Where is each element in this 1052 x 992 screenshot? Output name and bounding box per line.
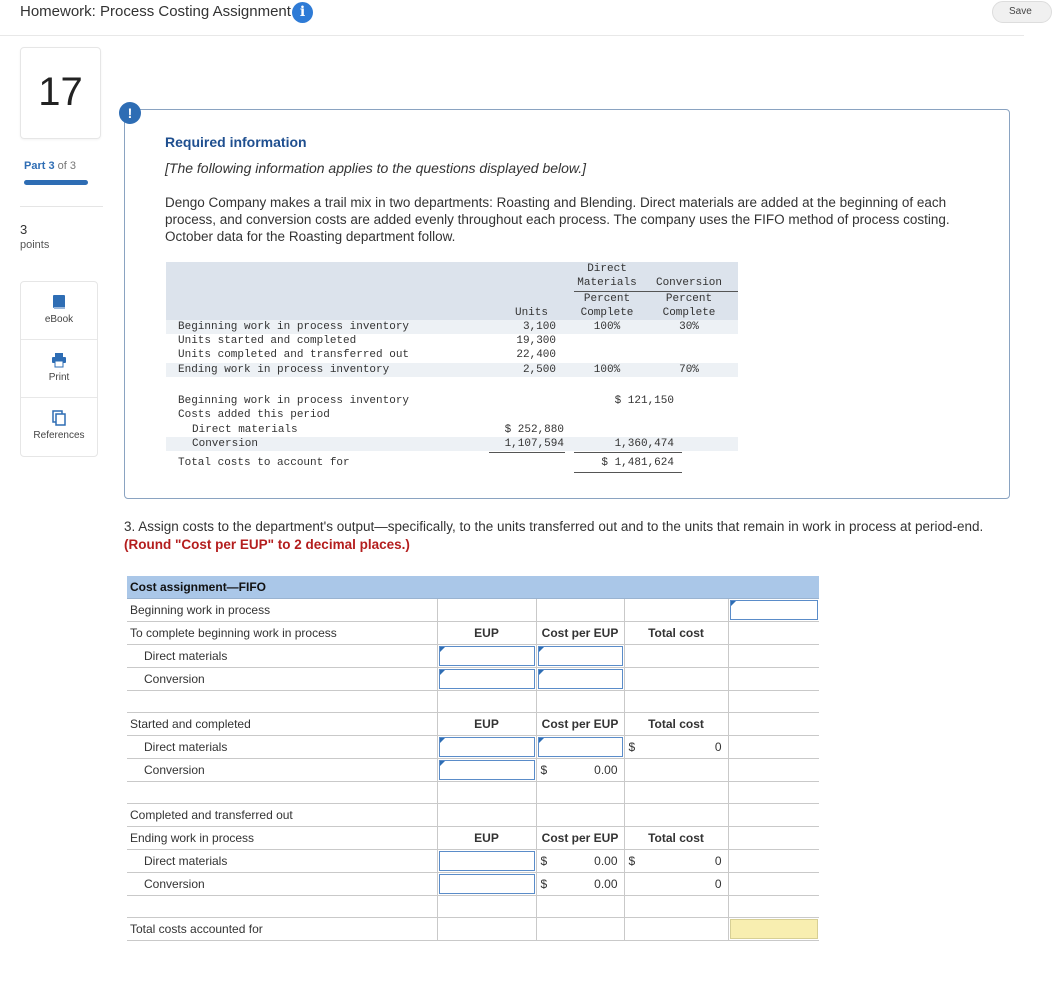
data-row-label: Ending work in process inventory xyxy=(178,364,390,376)
tc-conv-cost-input[interactable] xyxy=(538,669,623,689)
dollar-sign: $ xyxy=(540,876,548,891)
row-label: Conversion xyxy=(127,872,437,895)
required-info-title: Required information xyxy=(165,134,307,150)
data-row-units: 2,500 xyxy=(522,364,556,376)
points-value: 3 xyxy=(20,222,28,237)
tc-dm-cost-input[interactable] xyxy=(538,646,623,666)
row-label: Conversion xyxy=(127,758,437,781)
row-label: Direct materials xyxy=(127,849,437,872)
dollar-sign: $ xyxy=(540,853,548,868)
data-row-units: 22,400 xyxy=(516,349,556,361)
row-label: Direct materials xyxy=(127,644,437,667)
row-label: Started and completed xyxy=(127,713,437,736)
col-dm-header: Complete xyxy=(580,307,634,319)
cost-label: Costs added this period xyxy=(178,409,330,421)
table-row xyxy=(127,667,819,690)
table-row xyxy=(127,758,819,781)
col-units-header: Units xyxy=(514,307,548,319)
cost-label: Conversion xyxy=(192,438,259,450)
total-accounted-input[interactable] xyxy=(730,919,819,939)
question-number-box xyxy=(20,47,101,139)
col-total-cost: Total cost xyxy=(624,827,728,850)
divider xyxy=(21,339,97,340)
dollar-sign: $ xyxy=(628,853,636,868)
required-info-note: [The following information applies to the questions displayed below.] xyxy=(165,160,587,176)
total-underline xyxy=(574,472,682,473)
part-progress-bar xyxy=(24,180,88,185)
table-row xyxy=(127,849,819,872)
references-label: References xyxy=(33,430,85,441)
ebook-label: eBook xyxy=(44,314,74,325)
part-of: of 3 xyxy=(57,160,77,172)
sc-conv-eup-input[interactable] xyxy=(439,760,535,780)
sc-dm-cost-input[interactable] xyxy=(538,737,623,757)
table-row xyxy=(127,622,819,645)
ewip-dm-eup-input[interactable] xyxy=(439,851,535,871)
row-label: Total costs accounted for xyxy=(127,918,437,941)
table-row xyxy=(127,735,819,758)
references-button[interactable] xyxy=(21,410,97,441)
total-underline xyxy=(574,452,682,453)
cost-value: $ 252,880 xyxy=(504,424,564,436)
col-conv-header: Percent xyxy=(665,293,713,305)
table-row xyxy=(127,576,819,599)
cost-label: Beginning work in process inventory xyxy=(178,395,410,407)
cost-value: 1,360,474 xyxy=(614,438,674,450)
col-total-cost: Total cost xyxy=(624,713,728,736)
row-label: Conversion xyxy=(127,667,437,690)
col-dm-header: Materials xyxy=(577,277,637,289)
header-underline xyxy=(574,291,738,292)
row-label: Ending work in process xyxy=(127,827,437,850)
col-dm-header: Percent xyxy=(583,293,631,305)
data-row-dm: 100% xyxy=(593,364,621,376)
data-row-label: Beginning work in process inventory xyxy=(178,321,410,333)
tc-conv-eup-input[interactable] xyxy=(439,669,535,689)
cost-assignment-table xyxy=(127,576,819,941)
part-indicator xyxy=(24,160,76,172)
ewip-dm-cost: 0.00 xyxy=(594,853,618,868)
table-row xyxy=(127,804,819,827)
col-dm-header: Direct xyxy=(587,263,627,275)
cost-label: Direct materials xyxy=(192,424,298,436)
data-row-units: 19,300 xyxy=(516,335,556,347)
top-bar xyxy=(0,0,1032,36)
row-label: Completed and transferred out xyxy=(127,804,437,827)
sc-dm-eup-input[interactable] xyxy=(439,737,535,757)
row-label: To complete beginning work in process xyxy=(127,622,437,645)
table-row xyxy=(127,827,819,850)
part-label: Part xyxy=(24,160,46,172)
col-conv-header: Complete xyxy=(662,307,716,319)
save-button[interactable]: Save xyxy=(992,1,1052,23)
col-total-cost: Total cost xyxy=(624,622,728,645)
sc-conv-cost: 0.00 xyxy=(594,762,618,777)
references-icon xyxy=(51,410,67,426)
dollar-sign: $ xyxy=(540,762,548,777)
dollar-sign: $ xyxy=(628,739,636,754)
cost-value: $ 121,150 xyxy=(614,395,674,407)
question-text xyxy=(124,518,1004,554)
printer-icon xyxy=(51,352,67,368)
question-instruction: (Round "Cost per EUP" to 2 decimal places.) xyxy=(124,537,410,552)
ewip-conv-eup-input[interactable] xyxy=(439,874,535,894)
col-cost-per-eup: Cost per EUP xyxy=(536,827,624,850)
part-number: 3 xyxy=(48,160,55,172)
col-eup: EUP xyxy=(437,827,536,850)
cost-value: 1,107,594 xyxy=(504,438,564,450)
required-info-body: Dengo Company makes a trail mix in two departments: Roasting and Blending. Direct materials are added at the beginning of each process, and conversion costs are added evenly throughout each process. The company uses the FIFO method of process costing. October data for the Roasting department follow. xyxy=(165,195,950,244)
table-row xyxy=(127,713,819,736)
points-label: points xyxy=(20,239,50,251)
ewip-conv-cost: 0.00 xyxy=(594,876,618,891)
alert-icon: ! xyxy=(119,102,141,124)
total-underline xyxy=(489,452,565,453)
table-row xyxy=(127,918,819,941)
col-cost-per-eup: Cost per EUP xyxy=(536,713,624,736)
divider xyxy=(20,206,103,207)
table-row xyxy=(127,895,819,918)
table-row xyxy=(127,599,819,622)
col-conv-header: Conversion xyxy=(655,277,722,289)
table-row xyxy=(127,690,819,713)
question-prompt: 3. Assign costs to the department's output—specifically, to the units transferred out and to the units that remain in work in process at period-end. xyxy=(124,519,984,534)
cost-label: Total costs to account for xyxy=(178,457,350,469)
table-row xyxy=(127,781,819,804)
tools-panel xyxy=(20,281,98,457)
print-button[interactable] xyxy=(21,352,97,383)
question-number: 17 xyxy=(38,70,83,114)
data-row-units: 3,100 xyxy=(522,321,556,333)
print-label: Print xyxy=(48,372,70,383)
col-eup: EUP xyxy=(437,622,536,645)
table-title: Cost assignment—FIFO xyxy=(127,576,819,599)
col-cost-per-eup: Cost per EUP xyxy=(536,622,624,645)
ewip-conv-total: 0 xyxy=(714,876,722,891)
row-label: Direct materials xyxy=(127,735,437,758)
col-eup: EUP xyxy=(437,713,536,736)
tc-dm-eup-input[interactable] xyxy=(439,646,535,666)
data-row-conv: 30% xyxy=(679,321,699,333)
book-icon xyxy=(51,294,67,310)
assignment-title: Homework: Process Costing Assignment xyxy=(20,3,291,20)
table-row xyxy=(127,644,819,667)
table-row xyxy=(127,872,819,895)
sc-dm-total: 0 xyxy=(714,739,722,754)
data-row-label: Units completed and transferred out xyxy=(178,349,410,361)
data-row-dm: 100% xyxy=(593,321,621,333)
ebook-button[interactable] xyxy=(21,294,97,325)
row-label: Beginning work in process xyxy=(127,599,437,622)
divider xyxy=(21,397,97,398)
data-row-label: Units started and completed xyxy=(178,335,357,347)
info-icon[interactable]: i xyxy=(292,2,313,23)
beg-wip-total-input[interactable] xyxy=(730,600,819,620)
data-row-conv: 70% xyxy=(679,364,699,376)
cost-value: $ 1,481,624 xyxy=(601,457,674,469)
ewip-dm-total: 0 xyxy=(714,853,722,868)
